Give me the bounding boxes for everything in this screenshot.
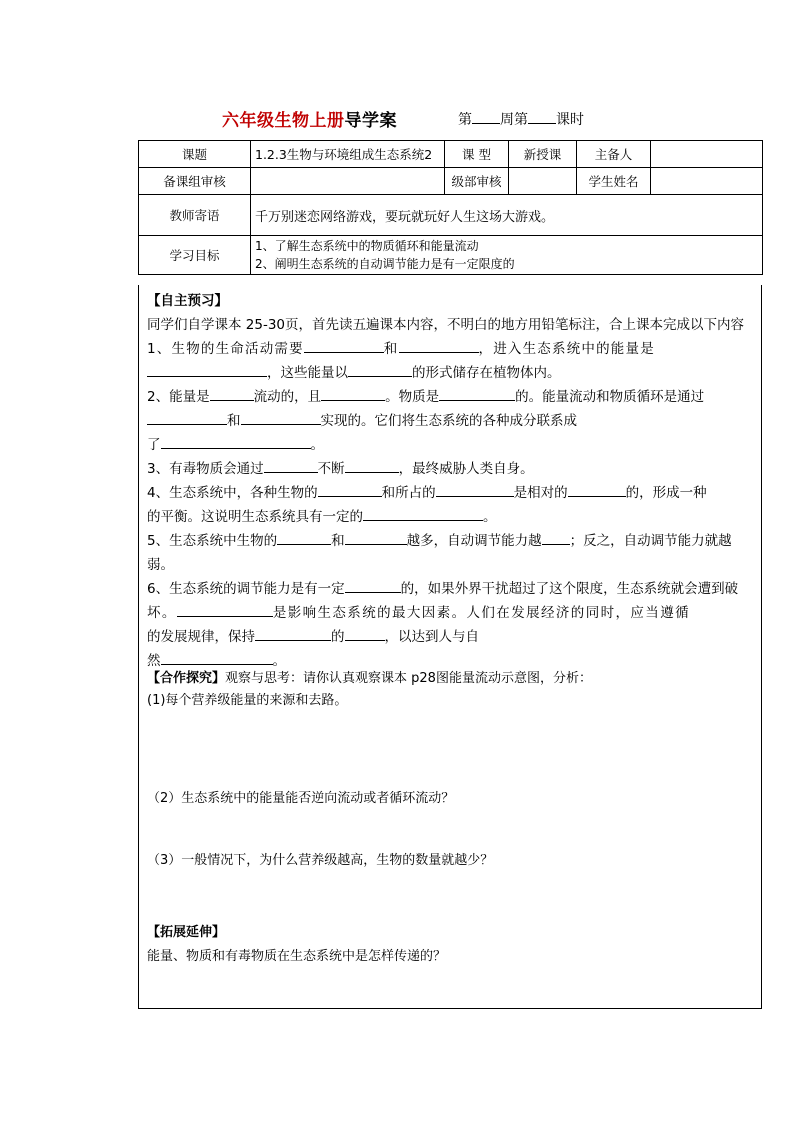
title-suffix: 导学案: [344, 111, 397, 131]
extend-heading: 【拓展延伸】: [147, 925, 226, 940]
q3-b: 不断: [317, 461, 345, 477]
q1-b: 和: [383, 341, 399, 357]
q1-blank4: [348, 363, 412, 377]
q1-a: 1、生物的生命活动需要: [147, 341, 304, 357]
topic-label: 课题: [139, 141, 251, 168]
q5-blank3: [542, 531, 570, 545]
q5-a: 5、生态系统中生物的: [147, 533, 278, 549]
q4-blank1: [318, 483, 382, 497]
grade-review-label: 级部审核: [445, 168, 509, 195]
q5-line2: 弱。: [147, 557, 174, 573]
q2-blank3: [439, 387, 515, 401]
topic-value: 1.2.3生物与环境组成生态系统2: [251, 141, 445, 168]
week-label: 第: [458, 112, 472, 128]
q5-blank2: [345, 531, 407, 545]
q6-c: 坏。: [147, 605, 177, 621]
cooperate-q3: （3）一般情况下，为什么营养级越高，生物的数量就越少？: [147, 853, 494, 868]
q4-blank2: [436, 483, 514, 497]
q6-blank3: [255, 627, 331, 641]
q5-c: 越多，自动调节能力越: [406, 533, 542, 549]
type-label: 课 型: [445, 141, 509, 168]
q1-e: 的形式储存在植物体内。: [412, 365, 561, 381]
student-name-label: 学生姓名: [577, 168, 651, 195]
q6-a: 6、生态系统的调节能力是有一定: [147, 581, 345, 597]
q6-blank4: [345, 627, 385, 641]
preparer-label: 主备人: [577, 141, 651, 168]
q4-c: 是相对的: [513, 485, 568, 501]
q2-g: 了: [147, 437, 161, 453]
title-line: [0, 106, 794, 130]
cooperate-line: [147, 667, 592, 686]
q2-blank5: [241, 411, 321, 425]
worksheet-body: [138, 285, 762, 1009]
q2-line3: [147, 433, 324, 453]
q3-line: [147, 457, 534, 477]
q6-line2: [147, 601, 690, 621]
cooperate-heading: 【合作探究】: [147, 671, 226, 686]
q5-line1: [147, 529, 732, 549]
q6-blank5: [161, 651, 273, 665]
q4-blank4: [363, 507, 483, 521]
review-label: 备课组审核: [139, 168, 251, 195]
q2-blank6: [161, 435, 311, 449]
goals-value: [251, 236, 763, 275]
week-blank: [472, 109, 500, 124]
cooperate-intro: 观察与思考：请你认真观察课本 p28图能量流动示意图，分析：: [225, 671, 592, 686]
goals-label: 学习目标: [139, 236, 251, 275]
page-title: [222, 106, 397, 131]
lesson-blank: [528, 109, 556, 124]
q2-d: 的。能量流动和物质循环是通过: [515, 389, 705, 405]
type-value: 新授课: [509, 141, 577, 168]
q4-e: 的平衡。这说明生态系统具有一定的: [147, 509, 363, 525]
extend-q1: 能量、物质和有毒物质在生态系统中是怎样传递的？: [147, 949, 447, 964]
q2-b: 流动的，且: [253, 389, 322, 405]
q2-blank2: [321, 387, 385, 401]
q6-b: 的，如果外界干扰超过了这个限度，生态系统就会遭到破: [400, 581, 739, 597]
q1-blank3: [147, 363, 267, 377]
title-grade: 六年级: [222, 111, 275, 131]
student-name-value: [651, 168, 763, 195]
q6-blank1: [345, 579, 401, 593]
q2-e: 和: [227, 413, 241, 429]
review-value: [251, 168, 445, 195]
q1-blank2: [399, 339, 479, 353]
q6-d: 是影响生态系统的最大因素。人们在发展经济的同时，应当遵循: [272, 605, 691, 621]
q2-blank1: [210, 387, 254, 401]
teacher-msg-row: [139, 195, 763, 236]
grade-review-value: [509, 168, 577, 195]
preview-intro: 同学们自学课本 25-30页，首先读五遍课本内容，不明白的地方用铅笔标注，合上课本完成以下内容: [147, 317, 745, 333]
topic-row: [139, 141, 763, 168]
q3-c: ，最终威胁人类自身。: [398, 461, 534, 477]
q3-a: 3、有毒物质会通过: [147, 461, 264, 477]
teacher-msg-label: 教师寄语: [139, 195, 251, 236]
q2-f: 实现的。它们将生态系统的各种成分联系成: [320, 413, 577, 429]
goals-row: [139, 236, 763, 275]
q2-a: 2、能量是: [147, 389, 210, 405]
q4-line1: [147, 481, 707, 501]
q4-blank3: [568, 483, 626, 497]
lesson-label: 课时: [556, 112, 584, 128]
cooperate-q1: (1)每个营养级能量的来源和去路。: [147, 693, 348, 708]
week-label-2: 周第: [500, 112, 528, 128]
q4-d: 的，形成一种: [625, 485, 707, 501]
q6-line3: [147, 625, 479, 645]
q4-f: 。: [483, 509, 497, 525]
preview-heading: 【自主预习】: [147, 293, 228, 309]
title-subject: 生物上册: [274, 111, 345, 131]
q5-blank1: [277, 531, 331, 545]
q6-g: ，以达到人与自: [384, 629, 479, 645]
goal-1: 1、了解生态系统中的物质循环和能量流动: [255, 239, 479, 253]
q1-line1: [147, 337, 655, 357]
q6-h: 然: [147, 653, 161, 669]
q2-h: 。: [310, 437, 324, 453]
preparer-value: [651, 141, 763, 168]
q6-line1: [147, 577, 738, 597]
teacher-msg-value: 千万别迷恋网络游戏，要玩就玩好人生这场大游戏。: [251, 195, 763, 236]
q1-line2: [147, 361, 561, 381]
q4-b: 和所占的: [381, 485, 436, 501]
q2-blank4: [147, 411, 227, 425]
q6-f: 的: [331, 629, 345, 645]
q2-line1: [147, 385, 704, 405]
q4-line2: [147, 505, 497, 525]
q2-line2: [147, 409, 577, 429]
q1-blank1: [304, 339, 384, 353]
q3-blank2: [345, 459, 399, 473]
q2-c: 。物质是: [385, 389, 440, 405]
info-table: [138, 140, 763, 275]
q6-blank2: [177, 603, 273, 617]
week-lesson-line: [458, 109, 584, 129]
q6-i: 。: [272, 653, 286, 669]
review-row: [139, 168, 763, 195]
q4-a: 4、生态系统中，各种生物的: [147, 485, 318, 501]
q6-e: 的发展规律，保持: [147, 629, 255, 645]
goal-2: 2、阐明生态系统的自动调节能力是有一定限度的: [255, 257, 515, 271]
q1-c: ，进入生态系统中的能量是: [478, 341, 655, 357]
q1-d: ，这些能量以: [267, 365, 348, 381]
cooperate-q2: （2）生态系统中的能量能否逆向流动或者循环流动？: [147, 791, 455, 806]
q6-line4: [147, 649, 286, 669]
q3-blank1: [264, 459, 318, 473]
q5-b: 和: [331, 533, 345, 549]
q5-d: ；反之，自动调节能力就越: [569, 533, 732, 549]
